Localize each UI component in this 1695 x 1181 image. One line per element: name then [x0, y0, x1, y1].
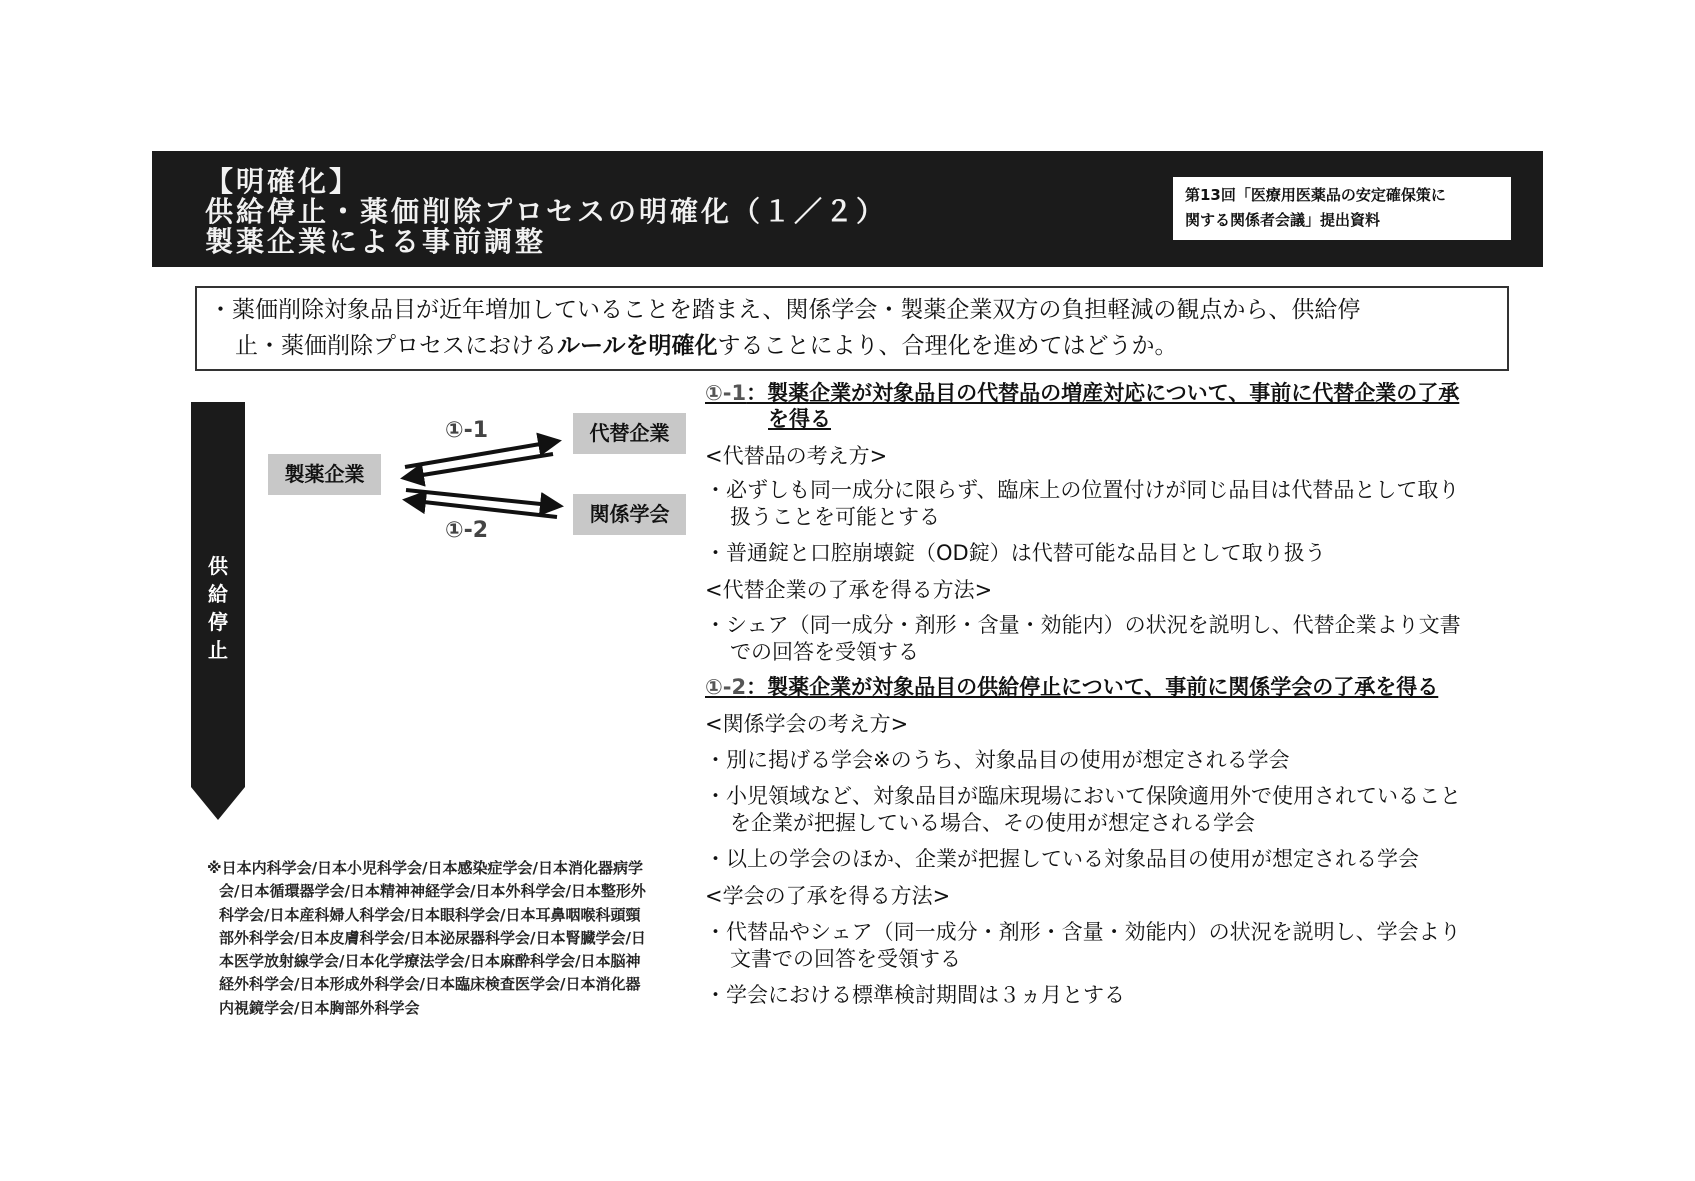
page-title: 供給停止・薬価削除プロセスの明確化（１／２）: [205, 195, 888, 228]
summary-text: することにより、合理化を進めてはどうか。: [717, 333, 1178, 359]
label-char: 給: [208, 582, 228, 606]
summary-line: ・薬価削除対象品目が近年増加していることを踏まえ、関係学会・製薬企業双方の負担軽減の観点から、供給停: [209, 297, 1361, 323]
title-tag: 【明確化】: [205, 165, 361, 198]
footnote-line: 経外科学会/日本形成外科学会/日本臨床検査医学会/日本消化器: [219, 975, 641, 994]
bullet-cont: 文書での回答を受領する: [730, 947, 961, 971]
bullet: ・シェア（同一成分・剤形・含量・効能内）の状況を説明し、代替企業より文書: [705, 613, 1461, 637]
alternative-company-box: 代替企業: [573, 413, 686, 454]
heading-text: ：製薬企業が対象品目の供給停止について、事前に関係学会の了承を得る: [746, 675, 1439, 699]
footnote-societies: [207, 857, 687, 1020]
section1-heading: [705, 380, 1459, 407]
label-char: 止: [208, 638, 228, 662]
heading-text: ：製薬企業が対象品目の代替品の増産対応について、事前に代替企業の了承: [746, 381, 1460, 405]
label-char: 停: [208, 610, 228, 634]
section1-subheading: <代替品の考え方>: [705, 444, 888, 468]
section-number: ①-1: [705, 381, 747, 405]
citation-line: 第13回「医療用医薬品の安定確保策に: [1185, 186, 1446, 204]
arrow-to-alternative: [405, 441, 558, 467]
footnote-line: 科学会/日本産科婦人科学会/日本眼科学会/日本耳鼻咽喉科頭頸: [219, 905, 641, 924]
summary-emphasis: ルールを明確化: [557, 333, 718, 359]
bullet: ・以上の学会のほか、企業が把握している対象品目の使用が想定される学会: [705, 847, 1419, 871]
section2-subheading: <関係学会の考え方>: [705, 712, 909, 736]
section-number: ①-2: [705, 675, 747, 699]
bullet-cont: での回答を受領する: [730, 640, 919, 664]
bullet: ・別に掲げる学会※のうち、対象品目の使用が想定される学会: [705, 748, 1290, 772]
section2-subheading: <学会の了承を得る方法>: [705, 884, 951, 908]
citation-line: 関する関係者会議」提出資料: [1185, 211, 1381, 229]
bullet: ・普通錠と口腔崩壊錠（OD錠）は代替可能な品目として取り扱う: [705, 541, 1326, 565]
label-char: 供: [208, 554, 228, 578]
footnote-line: 部外科学会/日本皮膚科学会/日本泌尿器科学会/日本腎臓学会/日: [219, 928, 646, 947]
bullet: ・小児領域など、対象品目が臨床現場において保険適用外で使用されていること: [705, 784, 1461, 808]
section1-heading-cont: を得る: [768, 407, 831, 431]
footnote-line: 本医学放射線学会/日本化学療法学会/日本麻酔科学会/日本脳神: [219, 952, 641, 971]
flow-label-2: ①-2: [445, 518, 489, 543]
flow-label-1: ①-1: [445, 418, 489, 443]
section1-subheading: <代替企業の了承を得る方法>: [705, 578, 993, 602]
footnote-line: 内視鏡学会/日本胸部外科学会: [219, 998, 420, 1017]
section2-heading: [705, 674, 1438, 701]
manufacturer-box: 製薬企業: [268, 454, 381, 495]
bullet: ・代替品やシェア（同一成分・剤形・含量・効能内）の状況を説明し、学会より: [705, 920, 1461, 944]
bullet: ・学会における標準検討期間は３ヵ月とする: [705, 983, 1125, 1007]
bullet-cont: 扱うことを可能とする: [730, 505, 940, 529]
bullet: ・必ずしも同一成分に限らず、臨床上の位置付けが同じ品目は代替品として取り: [705, 478, 1460, 502]
summary-text: 止・薬価削除プロセスにおける: [235, 333, 557, 359]
bullet-cont: を企業が把握している場合、その使用が想定される学会: [730, 811, 1255, 835]
academic-society-box: 関係学会: [573, 494, 686, 535]
page-subtitle: 製薬企業による事前調整: [205, 225, 547, 258]
footnote-line: 会/日本循環器学会/日本精神神経学会/日本外科学会/日本整形外: [219, 882, 646, 901]
footnote-line: ※日本内科学会/日本小児科学会/日本感染症学会/日本消化器病学: [207, 859, 644, 877]
arrow-from-alternative: [404, 454, 553, 478]
